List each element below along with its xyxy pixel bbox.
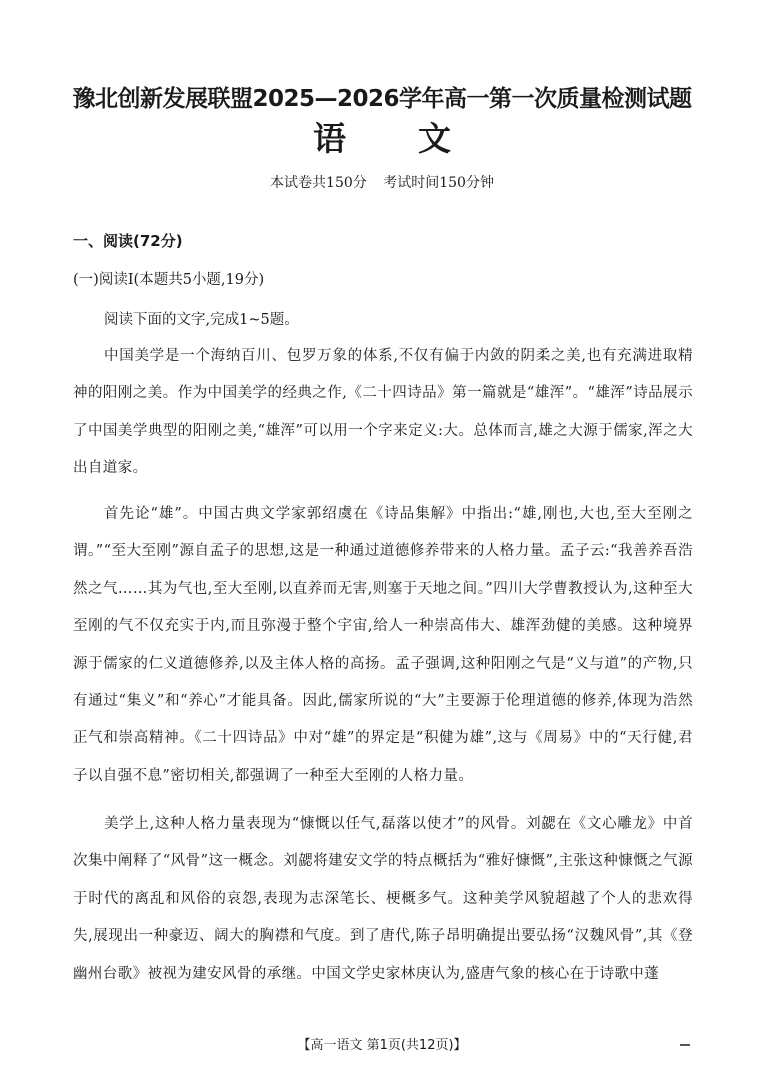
passage-paragraph-2: 首先论“雄”。中国古典文学家郭绍虞在《诗品集解》中指出:“雄,刚也,大也,至大至刚之谓。”“至大至刚”源自孟子的思想,这是一种通过道德修养带来的人格力量。孟子云:“我善养吾浩然之气……其为气也,至大至刚,以直养而无害,则塞于天地之间。”四川大学曹教授认为,这种至大至刚的气不仅充实于内,而且弥漫于整个宇宙,给人一种崇高伟大、雄浑劲健的美感。这种境界源于儒家的仁义道德修养,以及主体人格的高扬。孟子强调,这种阳刚之气是“义与道”的产物,只有通过“集义”和“养心”才能具备。因此,儒家所说的“大”主要源于伦理道德的修养,体现为浩然正气和崇高精神。《二十四诗品》中对“雄”的界定是“积健为雄”,这与《周易》中的“天行健,君子以自强不息”密切相关,都强调了一种至大至刚的人格力量。: [73, 506, 693, 784]
page-footer: 【高一语文 第1页(共12页)】: [297, 1038, 467, 1053]
time-info: 考试时间150分钟: [383, 175, 494, 191]
subsection-heading: (一)阅读Ⅰ(本题共5小题,19分): [73, 272, 265, 288]
exam-info: [0, 172, 764, 192]
section-heading: 一、阅读(72分): [73, 232, 183, 250]
reading-instruction: 阅读下面的文字,完成1~5题。: [104, 312, 299, 328]
corner-mark: [680, 1044, 690, 1046]
subject-title: 语文: [313, 119, 523, 158]
exam-title: 豫北创新发展联盟2025—2026学年高一第一次质量检测试题: [72, 86, 692, 112]
passage-paragraph-3: 美学上,这种人格力量表现为“慷慨以任气,磊落以使才”的风骨。刘勰在《文心雕龙》中首次集中阐释了“风骨”这一概念。刘勰将建安文学的特点概括为“雅好慷慨”,主张这种慷慨之气源于时代的离乱和风俗的哀怨,表现为志深笔长、梗概多气。这种美学风貌超越了个人的悲欢得失,展现出一种豪迈、阔大的胸襟和气度。到了唐代,陈子昂明确提出要弘扬“汉魏风骨”,其《登幽州台歌》被视为建安风骨的承继。中国文学史家林庚认为,盛唐气象的核心在于诗歌中蓬: [73, 816, 693, 982]
score-info: 本试卷共150分: [270, 175, 367, 191]
passage-paragraph-1: 中国美学是一个海纳百川、包罗万象的体系,不仅有偏于内敛的阴柔之美,也有充满进取精神的阳刚之美。作为中国美学的经典之作,《二十四诗品》第一篇就是“雄浑”。“雄浑”诗品展示了中国美学典型的阳刚之美,“雄浑”可以用一个字来定义:大。总体而言,雄之大源于儒家,浑之大出自道家。: [73, 348, 693, 477]
